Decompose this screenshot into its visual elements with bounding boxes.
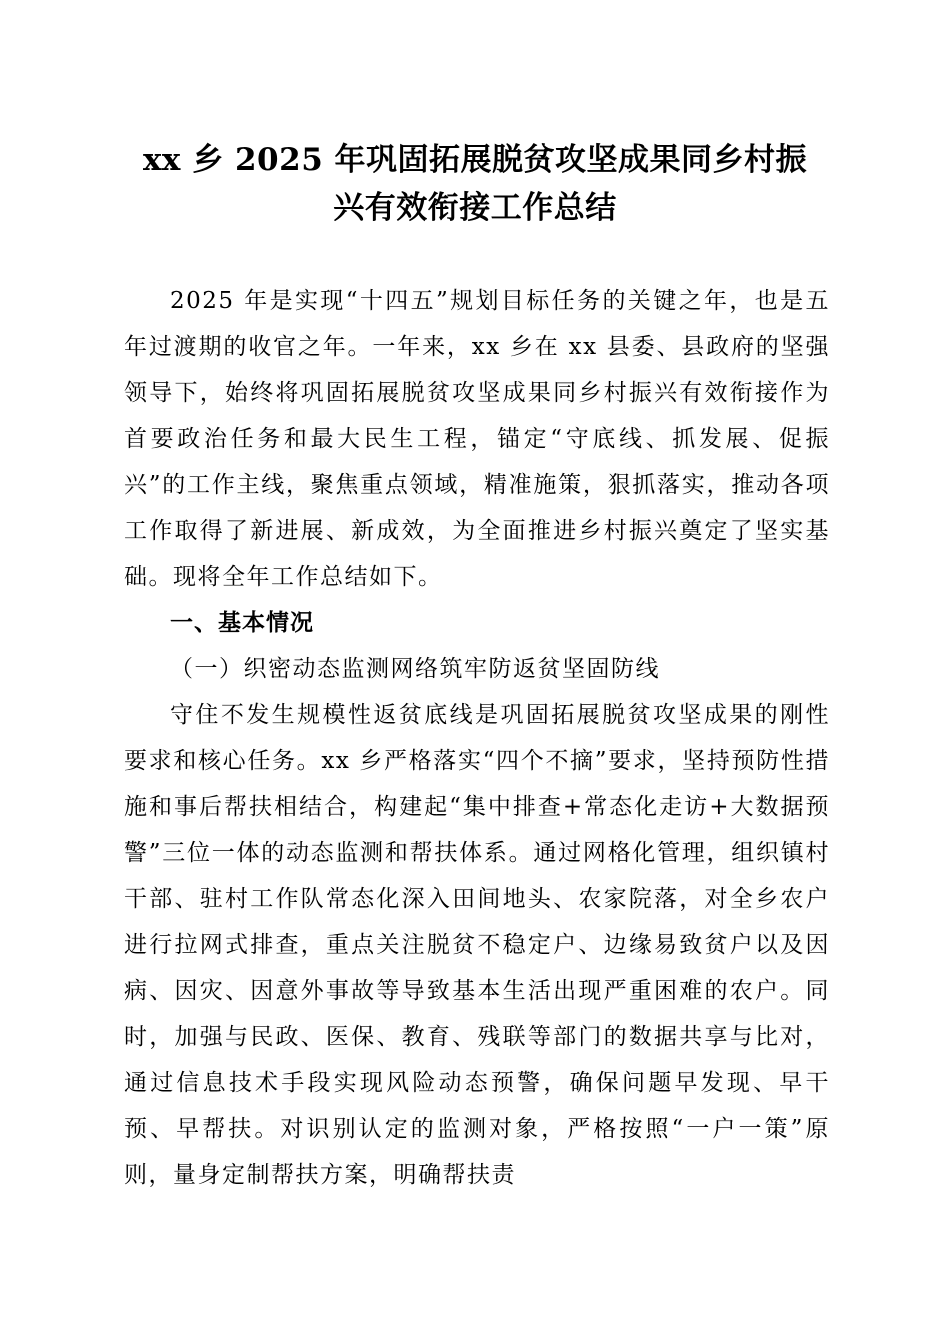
- document-title: [110, 136, 840, 232]
- section-heading-basic-situation: 一、基本情况: [170, 610, 314, 636]
- subsection-heading-monitoring-network: （一）织密动态监测网络筑牢防返贫坚固防线: [170, 656, 660, 682]
- subsection-body-paragraph: 守住不发生规模性返贫底线是巩固拓展脱贫攻坚成果的刚性要求和核心任务。xx 乡严格落实“四个不摘”要求，坚持预防性措施和事后帮扶相结合，构建起“集中排查+常态化走访+大数据预警”三位一体的动态监测和帮扶体系。通过网格化管理，组织镇村干部、驻村工作队常态化深入田间地头、农家院落，对全乡农户进行拉网式排查，重点关注脱贫不稳定户、边缘易致贫户以及因病、因灾、因意外事故等导致基本生活出现严重困难的农户。同时，加强与民政、医保、教育、残联等部门的数据共享与比对，通过信息技术手段实现风险动态预警，确保问题早发现、早干预、早帮扶。对识别认定的监测对象，严格按照“一户一策”原则，量身定制帮扶方案，明确帮扶责: [124, 702, 830, 1188]
- document-title-line-1: xx 乡 2025 年巩固拓展脱贫攻坚成果同乡村振: [142, 142, 808, 178]
- intro-paragraph: 2025 年是实现“十四五”规划目标任务的关键之年，也是五年过渡期的收官之年。一年来，xx 乡在 xx 县委、县政府的坚强领导下，始终将巩固拓展脱贫攻坚成果同乡村振兴有效衔接作为首要政治任务和最大民生工程，锚定“守底线、抓发展、促振兴”的工作主线，聚焦重点领域，精准施策，狠抓落实，推动各项工作取得了新进展、新成效，为全面推进乡村振兴奠定了坚实基础。现将全年工作总结如下。: [124, 288, 830, 590]
- document-title-line-2: 兴有效衔接工作总结: [333, 190, 617, 226]
- document-body: [124, 278, 830, 1198]
